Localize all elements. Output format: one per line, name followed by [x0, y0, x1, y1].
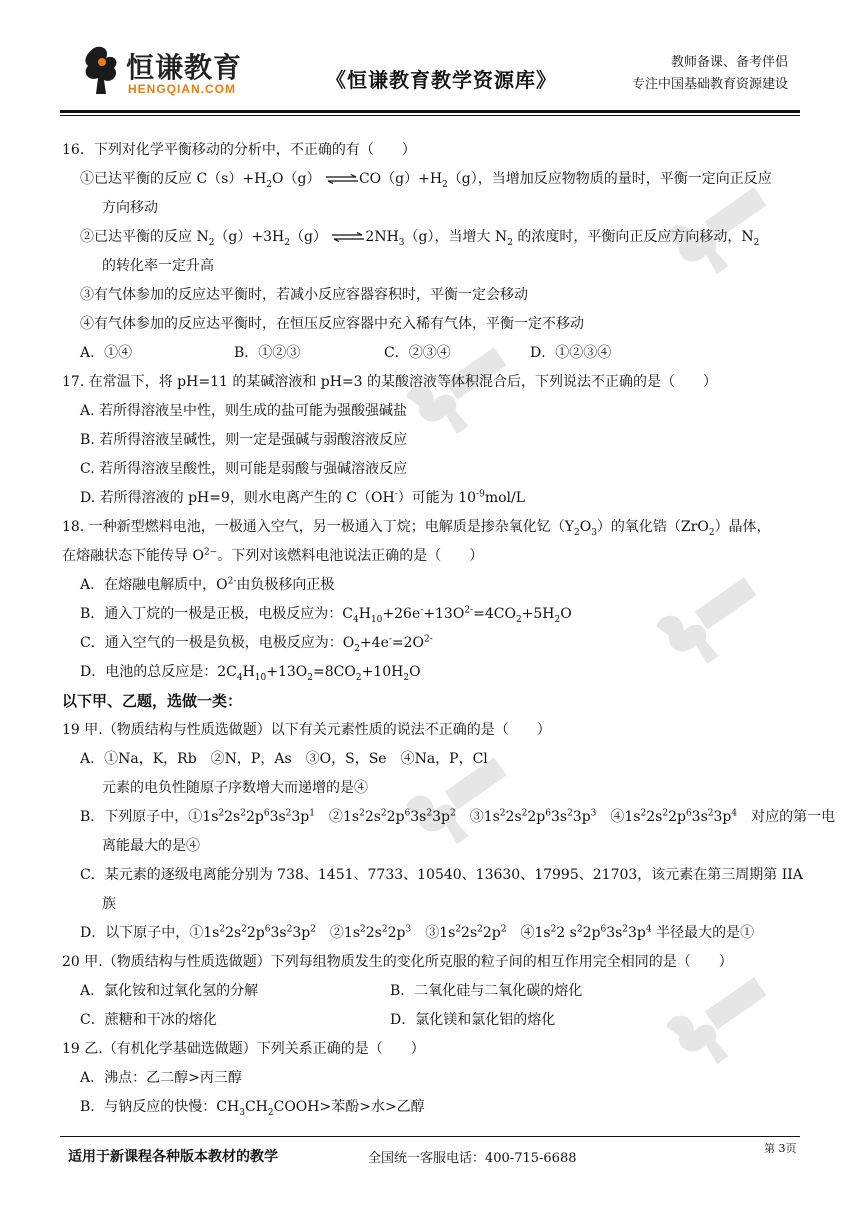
sup: - — [388, 634, 392, 645]
slogan-line-2: 专注中国基础教育资源建设 — [631, 77, 788, 92]
q16-statement-4: ④有气体参加的反应达平衡时，在恒压反应容器中充入稀有气体，平衡一定不移动 — [80, 316, 584, 332]
text: D．电池的总反应是：2C — [80, 664, 237, 680]
sub: 10 — [254, 672, 267, 683]
sup: 4 — [645, 924, 652, 935]
sup: 2 — [219, 924, 226, 935]
text: O — [579, 519, 592, 535]
sup: 6 — [264, 924, 271, 935]
text: +26e — [382, 606, 421, 622]
q20a-option-d: D．氯化镁和氯化铝的熔化 — [390, 1012, 556, 1028]
text: ①已达平衡的反应 C（s）+H — [80, 171, 267, 187]
text: ）可能为 10 — [397, 490, 477, 506]
sup: 2 — [381, 924, 388, 935]
q18-option-d: D．电池的总反应是：$2C_4H_{10}+13O_2=8CO_2+10H_2O$ — [80, 664, 421, 683]
text: 。下列对该燃料电池说法正确的是（ ） — [217, 548, 484, 564]
sub: 2 — [355, 672, 362, 683]
sub: 4 — [353, 614, 359, 625]
sup: 2- — [227, 576, 237, 587]
text: 在熔融状态下能传导 O — [62, 548, 204, 564]
q19a-option-b-cont: 离能最大的是④ — [102, 838, 200, 854]
sub: 2 — [573, 527, 580, 538]
q16-statement-1-cont: 方向移动 — [102, 200, 158, 216]
footer-left-text: 适用于新课程各种版本教材的教学 — [68, 1149, 278, 1165]
sub: 2 — [515, 614, 522, 625]
q20a-option-c: C．蔗糖和干冰的熔化 — [80, 1012, 217, 1028]
sup: 2 — [310, 924, 316, 935]
q19b-stem: 19 乙.（有机化学基础选做题）下列关系正确的是（ ） — [62, 1041, 425, 1057]
header-rule-thin — [60, 115, 800, 116]
q16-option-b: B．①②③ — [234, 345, 301, 361]
sub: 10 — [370, 614, 383, 625]
sub: 2 — [708, 527, 715, 538]
q16-option-c: C．②③④ — [384, 345, 451, 361]
equilibrium-arrow-icon — [325, 174, 359, 184]
page-header — [0, 0, 860, 112]
text: ）的氧化锆（ZrO — [596, 519, 709, 535]
page-number: 第 3页 — [764, 1142, 797, 1155]
text: （g），当增加反应物物质的量时，平衡一定向正反应 — [447, 171, 772, 187]
sub: 2 — [307, 672, 314, 683]
text: =4CO — [473, 606, 516, 622]
text: B．与钠反应的快慢：CH — [80, 1099, 240, 1115]
q17-option-c: C. 若所得溶液呈酸性，则可能是弱酸与强碱溶液反应 — [80, 461, 408, 477]
q19a-option-a: A．①Na，K，Rb ②N，P，As ③O，S，Se ④Na，P，Cl — [80, 751, 488, 767]
text: 2NH — [365, 229, 399, 245]
sup: 2 — [707, 808, 714, 819]
sup: 2 — [455, 924, 462, 935]
sup: - — [420, 605, 424, 616]
q16-statement-2-cont: 的转化率一定升高 — [102, 258, 214, 274]
sub: 3 — [398, 237, 405, 248]
sup: 2− — [203, 547, 218, 558]
text: mol/L — [484, 490, 526, 506]
sup: 2 — [477, 924, 483, 935]
text: CH — [244, 1099, 268, 1115]
text: O（g） — [272, 171, 321, 187]
footer-hotline: 全国统一客服电话：400-715-6688 — [368, 1151, 577, 1166]
sub: 2 — [753, 237, 760, 248]
sub: 2 — [442, 179, 448, 190]
sup: 2 — [500, 924, 507, 935]
text: ）晶体， — [714, 519, 771, 535]
sup: 2 — [622, 924, 629, 935]
text: B．通入丁烷的一极是正极，电极反应为：C — [80, 606, 353, 622]
q16-options — [62, 339, 802, 368]
text: O — [560, 606, 572, 622]
sub: 3 — [239, 1107, 245, 1118]
q20a-option-b: B．二氧化硅与二氧化碳的熔化 — [390, 983, 583, 999]
page-content — [62, 136, 836, 1122]
logo-english-text: HENGQIAN.COM — [128, 82, 236, 96]
text: =2O — [391, 635, 425, 651]
text: +13O — [266, 664, 308, 680]
sup: 2 — [285, 808, 292, 819]
sup: 2 — [360, 924, 366, 935]
text: +13O — [423, 606, 465, 622]
sup: - — [394, 489, 398, 500]
sub: 2 — [507, 237, 513, 248]
text: D．以下原子中， — [80, 925, 190, 941]
sup: 2 — [576, 924, 583, 935]
text: D. 若所得溶液的 pH=9，则水电离产生的 C（OH — [80, 490, 395, 506]
text: +10H — [361, 664, 404, 680]
sup: 6 — [600, 924, 607, 935]
sup: 4 — [731, 808, 738, 819]
sub: 2 — [284, 237, 290, 248]
q19b-option-a: A．沸点：乙二醇>丙三醇 — [80, 1070, 242, 1086]
text: +5H — [521, 606, 555, 622]
text: CO（g）+H — [358, 171, 443, 187]
header-slogan — [632, 52, 788, 96]
sup: 2 — [449, 808, 456, 819]
text: COOH>苯酚>水>乙醇 — [273, 1099, 425, 1115]
sup: 3 — [405, 924, 412, 935]
sup: 2 — [286, 924, 293, 935]
q16-statement-3: ③有气体参加的反应达平衡时，若减小反应容器容积时，平衡一定会移动 — [80, 287, 528, 303]
sub: 2 — [354, 643, 360, 654]
q19b-option-b — [62, 1093, 802, 1122]
sup: 2 — [499, 808, 506, 819]
text: +4e — [359, 635, 389, 651]
sub: 4 — [236, 672, 243, 683]
text: 对应的第一电 — [737, 809, 836, 825]
q19a-stem: 19 甲.（物质结构与性质选做题）以下有关元素性质的说法不正确的是（ ） — [62, 722, 551, 738]
sup: -9 — [476, 489, 485, 500]
sup: 2 — [240, 808, 246, 819]
sub: 2 — [208, 237, 215, 248]
text: （g） — [289, 229, 327, 245]
logo-chinese-text: 恒谦教育 — [126, 51, 243, 84]
text: =8CO — [313, 664, 356, 680]
header-rule-thick — [60, 110, 800, 113]
sup: 3 — [590, 808, 597, 819]
header-title: 《恒谦教育教学资源库》 — [326, 68, 557, 92]
sup: 2 — [380, 808, 387, 819]
q19a-option-c-cont: 族 — [102, 896, 116, 912]
q18-option-c — [62, 629, 802, 658]
text: C．通入空气的一极是负极，电极反应为：O — [80, 635, 355, 651]
logo-figure-icon — [80, 44, 124, 96]
q19a-option-c: C．某元素的逐级电离能分别为 738、1451、7733、10540、13630、17995、21703，该元素在第三周期第 IIA — [80, 867, 803, 883]
sub: 3 — [591, 527, 597, 538]
text: （g），当增大 N — [404, 229, 508, 245]
text: 18. 一种新型燃料电池，一极通入空气，另一极通入丁烷；电解质是掺杂氧化钇（Y — [62, 519, 574, 535]
q16-statement-1 — [62, 165, 802, 194]
sup: 2 — [640, 808, 647, 819]
sup: 2 — [359, 808, 365, 819]
slogan-line-1: 教师备课、备考伴侣 — [670, 55, 788, 70]
sup: 1 — [309, 808, 315, 819]
sup: 6 — [404, 808, 411, 819]
sup: 2- — [424, 634, 433, 645]
q17-option-a: A. 若所得溶液呈中性，则生成的盐可能为强酸强碱盐 — [80, 403, 408, 419]
equilibrium-arrow-icon — [331, 232, 365, 242]
q16-option-d: D．①②③④ — [530, 345, 612, 361]
sup: 2 — [218, 808, 225, 819]
q16-statement-2 — [62, 223, 802, 252]
footer-rule — [60, 1136, 800, 1137]
hengqian-logo — [80, 44, 255, 100]
q20a-options-row-2 — [62, 1006, 802, 1035]
text: 由负极移向正极 — [236, 577, 335, 593]
sup: 2 — [426, 808, 433, 819]
q17-option-d — [62, 484, 802, 513]
q20a-stem: 20 甲.（物质结构与性质选做题）下列每组物质发生的变化所克服的粒子间的相互作用完全相同的是（ ） — [62, 954, 733, 970]
q18-stem-line-2 — [62, 542, 802, 571]
q18-option-b: B．通入丁烷的一极是正极，电极反应为：$C_4H_{10}+26e^-+13O^{2-}=4CO_2+5H_2O$ — [80, 605, 572, 625]
sup: 2 — [662, 808, 669, 819]
sup: 2 — [521, 808, 528, 819]
sup: 2 — [550, 924, 557, 935]
text: O — [409, 664, 421, 680]
q16-stem: 16．下列对化学平衡移动的分析中，不正确的有（ ） — [62, 142, 416, 158]
text: 的浓度时，平衡向正反应方向移动，N — [512, 229, 754, 245]
sub: 2 — [554, 614, 561, 625]
text: 半径最大的是① — [656, 925, 755, 941]
q16-option-a: A．①④ — [80, 345, 133, 361]
q17-option-b: B. 若所得溶液呈碱性，则一定是强碱与弱酸溶液反应 — [80, 432, 408, 448]
q19a-option-d: D．以下原子中，$①1s^22s^22p^63s^23p^2$ $②1s^22s^22p^3$ $③1s^22s^22p^2$ $④1s^22$ $s^22p^63s^23p^4$ 半径最大的是① — [80, 924, 755, 941]
sup: 2 — [241, 924, 247, 935]
sup: 6 — [685, 808, 692, 819]
section-heading: 以下甲、乙题，选做一类： — [62, 692, 243, 710]
text: B．下列原子中， — [80, 809, 189, 825]
q19a-option-b: B．下列原子中，$①1s^22s^22p^63s^23p^1$ $②1s^22s^22p^63s^23p^2$ $③1s^22s^22p^63s^23p^3$ $④1s^22s^22p^63s^23p^4$ 对应的第一电 — [80, 808, 836, 825]
q19a-option-a-cont: 元素的电负性随原子序数增大而递增的是④ — [102, 780, 368, 796]
q20a-option-a: A．氯化铵和过氧化氢的分解 — [80, 983, 259, 999]
text: A．在熔融电解质中，O — [80, 577, 228, 593]
sup: 6 — [263, 808, 270, 819]
q17-stem: 17. 在常温下，将 pH=11 的某碱溶液和 pH=3 的某酸溶液等体积混合后，下列说法不正确的是（ ） — [62, 374, 718, 390]
sub: 2 — [403, 672, 410, 683]
sup: 6 — [545, 808, 551, 819]
sub: 2 — [266, 179, 273, 190]
q18-option-a — [62, 571, 802, 600]
q18-stem-line-1 — [62, 513, 802, 542]
text: ②已达平衡的反应 N — [80, 229, 209, 245]
q20a-options-row-1 — [62, 977, 802, 1006]
sup: 2- — [464, 605, 474, 616]
sub: 2 — [267, 1107, 274, 1118]
text: （g）+3H — [214, 229, 285, 245]
sup: 2 — [567, 808, 573, 819]
